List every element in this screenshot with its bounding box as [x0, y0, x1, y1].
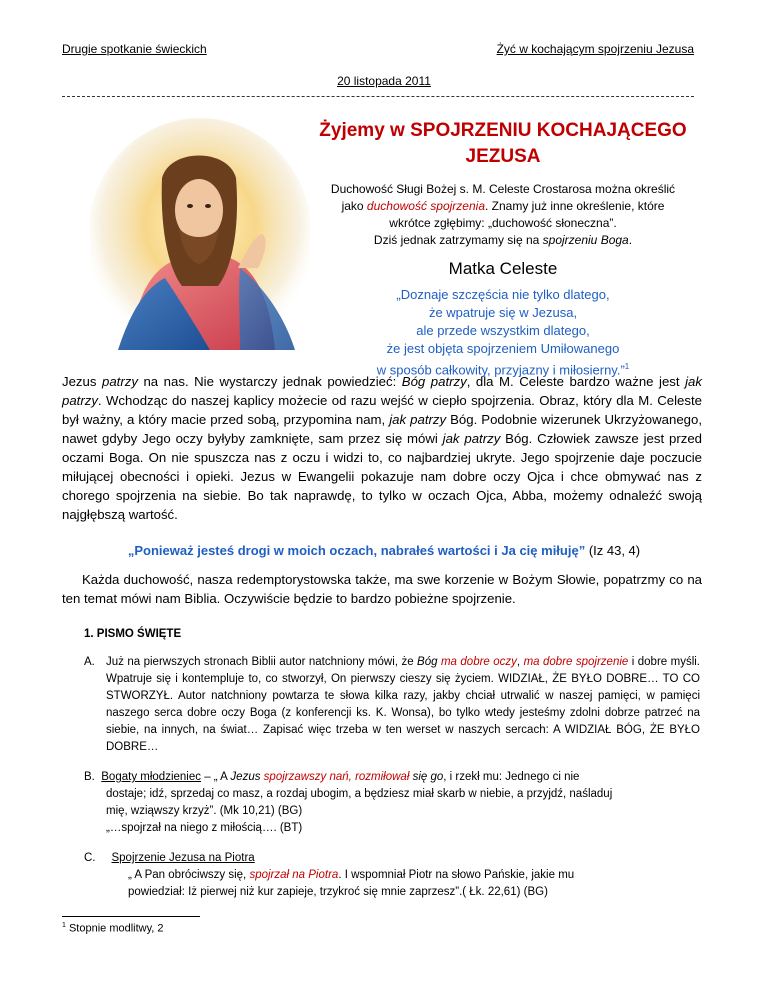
c-seg: „ A Pan obróciwszy się, [128, 869, 250, 881]
header-date: 20 listopada 2011 [337, 74, 431, 88]
a-seg: Już na pierwszych stronach Biblii autor natchniony mówi, że [106, 656, 418, 668]
dashed-separator [62, 96, 694, 97]
paragraph-1 [62, 372, 702, 524]
footnote-reference[interactable]: 1 [624, 362, 630, 371]
p1-seg: . Wchodząc do naszej kaplicy możecie od razu wejść w ciepło spojrzenia. Obraz, który dla M. Celeste był ważny, a który macie przed sobą, przypomina nam, [62, 393, 702, 427]
item-b-line-4: „…spojrzał na niego z miłością…. (BT) [106, 822, 303, 834]
item-a-text [106, 654, 700, 756]
item-b-line-3: mię, wziąwszy krzyż”. (Mk 10,21) (BG) [106, 805, 303, 817]
intro-highlight: duchowość spojrzenia [366, 199, 485, 213]
verse-reference: (Iz 43, 4) [585, 543, 641, 558]
intro-text-pre: jako [341, 199, 367, 213]
item-b-line-1 [84, 769, 700, 786]
p1-seg: na nas. Nie wystarczy jednak powiedzieć: [137, 374, 402, 389]
p1-italic: jak patrzy [442, 431, 501, 446]
item-label: C. [84, 852, 96, 864]
matka-celeste-quote [316, 286, 690, 379]
jesus-image [90, 118, 310, 350]
p1-italic: patrzy [102, 374, 138, 389]
header-right: Żyć w kochającym spojrzeniu Jezusa [496, 42, 694, 56]
b-seg: , i rzekł mu: Jednego ci nie [443, 771, 580, 783]
footnote-number: 1 [62, 922, 66, 929]
section-heading: 1. PISMO ŚWIĘTE [84, 628, 182, 640]
intro-d-italic: spojrzeniu Boga [542, 233, 629, 247]
verse-text: „Ponieważ jesteś drogi w moich oczach, nabrałeś wartości i Ja cię miłuję” [127, 543, 586, 558]
list-item-b [84, 769, 700, 837]
p1-seg: Bóg. Człowiek zawsze jest przed oczami Boga. On nie spuszcza nas z oczu i widzi to, co najbardziej ukryte. Jego spojrzenie daje poczucie miłującej obecności i opieki. Jezus w Ewangelii pokazuje nam dobre oczy Ojca i chce obmywać nas z chorego spojrzenia na siebie. Bo tak naprawdę, to tylko w oczach Ojca, Abba, możemy odnaleźć swoją najgłębszą wartość. [62, 431, 703, 522]
quote-line: ale przede wszystkim dlatego, [416, 323, 590, 338]
bible-verse [0, 543, 768, 558]
item-c-line-1 [84, 850, 700, 867]
title-line-1: Żyjemy w SPOJRZENIU KOCHAJĄCEGO [319, 120, 687, 141]
c-red-italic: spojrzał na Piotra [249, 869, 339, 881]
item-c-line-3: powiedział: Iż pierwej niż kur zapieje, trzykroć się mnie zaprzesz”.( Łk. 22,61) (BG) [128, 886, 548, 898]
b-italic: Jezus [230, 771, 261, 783]
item-b-heading: Bogaty młodzieniec [101, 771, 201, 783]
quote-line: że wpatruje się w Jezusa, [428, 305, 578, 320]
quote-line-text: w sposób całkowity, przyjazny i miłosierny.” [376, 362, 625, 378]
b-seg: – „ A [201, 771, 231, 783]
page-title [316, 118, 690, 170]
matka-celeste-heading: Matka Celeste [448, 259, 558, 278]
a-red-italic: ma dobre spojrzenie [523, 656, 629, 668]
intro-line-1: Duchowość Sługi Bożej s. M. Celeste Crostarosa można określić [330, 182, 676, 196]
item-label: B. [84, 771, 95, 783]
p1-seg: Bóg. Podobnie wizerunek Ukrzyżowanego, nawet gdyby Jego oczy byłyby zamknięte, sam przez się mówi [62, 412, 702, 446]
c-seg: . I wspomniał Piotr na słowo Pańskie, jakie mu [338, 869, 575, 881]
item-b-line-2: dostaje; idź, sprzedaj co masz, a rozdaj ubogim, a będziesz miał skarb w niebie, a przyjdź, naśladuj [106, 788, 613, 800]
p1-italic: jak patrzy [389, 412, 447, 427]
footnote [62, 922, 164, 935]
title-line-2: JEZUSA [465, 146, 541, 167]
paragraph-2: Każda duchowość, nasza redemptorystowska także, ma swe korzenie w Bożym Słowie, popatrzmy co na ten temat mówi nam Biblia. Oczywiście będzie to bardzo pobieżne spojrzenie. [62, 572, 702, 606]
quote-line: że jest objęta spojrzeniem Umiłowanego [386, 341, 620, 356]
intro-line-4 [316, 232, 690, 249]
intro-text-post: . Znamy już inne określenie, które [485, 199, 665, 213]
p1-italic: jak patrzy [62, 374, 702, 408]
list-item-c [84, 850, 700, 901]
quote-line: „Doznaje szczęścia nie tylko dlatego, [396, 287, 610, 302]
list-item-a [84, 654, 700, 756]
a-seg: , [516, 656, 524, 668]
footnote-text: Stopnie modlitwy, 2 [65, 922, 164, 935]
a-seg: i dobre myśli. Wpatruje się i kontempluje to, co stworzył, On pierwszy cieszy się życiem. WIDZIAŁ, ŻE BYŁO DOBRE… TO CO STWORZYŁ. Autor natchniony powtarza te słowa kilka razy, jakby chciał utrwalić w naszej pamięci, w pamięci naszego serca dobre oczy Boga (z konferencji ks. K. Wonsa), bo tylko wtedy jesteśmy zdolni dobrze patrzeć na siebie, na innych, na świat… Zapisać więc trzeba w ten werset w naszych sercach: A WIDZIAŁ BÓG, ŻE BYŁO DOBRE… [106, 656, 701, 753]
header-left: Drugie spotkanie świeckich [62, 42, 207, 56]
item-c-line-2 [128, 867, 700, 884]
b-red-italic: spojrzawszy nań, rozmiłował [263, 771, 410, 783]
p1-seg: , dla M. Celeste bardzo ważne jest [466, 374, 686, 389]
p1-seg: Jezus [62, 374, 102, 389]
item-label: A. [84, 656, 95, 668]
intro-d-post: . [628, 233, 633, 247]
intro-line-2 [316, 198, 690, 215]
item-c-heading: Spojrzenie Jezusa na Piotra [111, 852, 255, 864]
a-italic: Bóg [417, 656, 438, 668]
intro-line-3: wkrótce zgłębimy: „duchowość słoneczna”. [389, 216, 617, 230]
footnote-separator [62, 916, 200, 917]
intro-text [316, 181, 690, 249]
p1-italic: Bóg patrzy [401, 374, 467, 389]
b-italic: się go [412, 771, 444, 783]
intro-d-pre: Dziś jednak zatrzymamy się na [373, 233, 543, 247]
a-red-italic: ma dobre oczy [440, 656, 517, 668]
